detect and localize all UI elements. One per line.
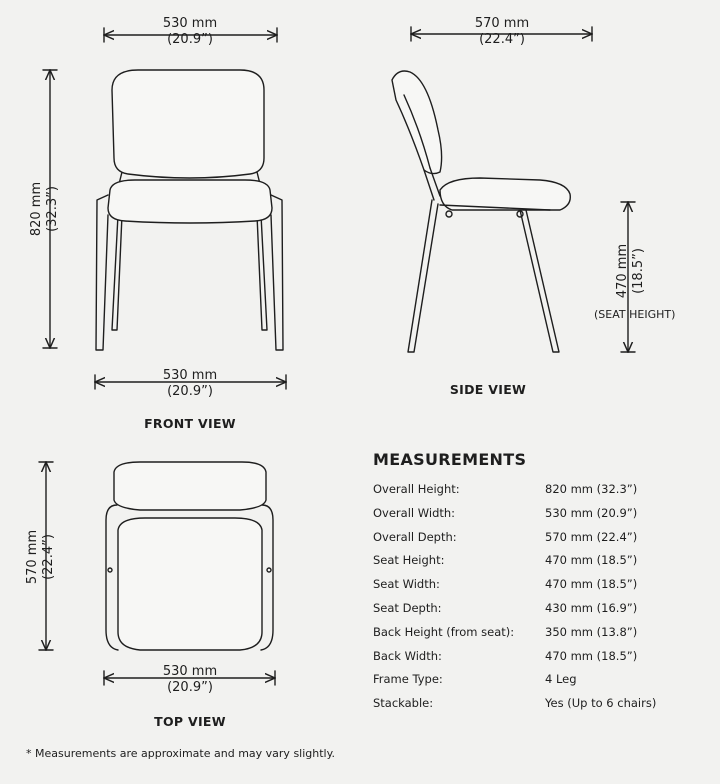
top-width-mm: 530 mm <box>162 664 218 679</box>
front-bottom-width-mm: 530 mm <box>162 368 218 383</box>
measurement-value: 470 mm (18.5”) <box>545 648 638 663</box>
measurement-label: Overall Depth: <box>373 529 457 544</box>
front-height-label <box>29 169 63 249</box>
front-seat <box>108 180 272 223</box>
front-view-chair <box>96 70 283 350</box>
footnote: * Measurements are approximate and may vary slightly. <box>26 747 336 760</box>
measurement-value: 470 mm (18.5”) <box>545 553 638 568</box>
measurement-value: 470 mm (18.5”) <box>545 577 638 592</box>
measurement-label: Overall Width: <box>373 505 456 520</box>
side-seat-height-label <box>615 231 649 311</box>
side-view-chair <box>392 71 570 352</box>
measurement-label: Seat Width: <box>373 577 440 592</box>
measurement-label: Frame Type: <box>373 672 443 687</box>
measurement-row <box>373 551 693 575</box>
side-depth-in: (22.4”) <box>479 32 525 47</box>
top-width-in: (20.9”) <box>167 680 213 695</box>
top-view-title: TOP VIEW <box>154 714 226 729</box>
front-backrest <box>112 70 264 178</box>
measurement-row <box>373 575 693 599</box>
side-depth-label <box>462 16 542 48</box>
front-top-width-label <box>150 16 230 48</box>
top-depth-label <box>25 517 59 597</box>
measurement-label: Stackable: <box>373 696 434 711</box>
top-depth-in: (22.4”) <box>41 534 56 580</box>
top-view-chair <box>106 462 273 650</box>
top-backrest <box>114 462 266 510</box>
front-top-width-in: (20.9”) <box>167 32 213 47</box>
top-seat <box>118 518 262 650</box>
measurement-value: 430 mm (16.9”) <box>545 600 638 615</box>
side-depth-mm: 570 mm <box>474 16 530 31</box>
side-backrest <box>392 71 442 174</box>
measurement-value: 4 Leg <box>545 672 577 687</box>
measurement-row <box>373 623 693 647</box>
front-left-leg <box>96 195 108 350</box>
front-bottom-width-in: (20.9”) <box>167 384 213 399</box>
top-width-label <box>150 664 230 696</box>
measurement-label: Seat Height: <box>373 553 445 568</box>
measurement-label: Overall Height: <box>373 482 460 496</box>
top-depth-mm: 570 mm <box>25 529 40 585</box>
front-view-title: FRONT VIEW <box>144 416 236 431</box>
measurements-title: MEASUREMENTS <box>373 450 527 469</box>
measurements-table <box>373 480 693 718</box>
measurement-label: Back Width: <box>373 648 442 663</box>
measurement-row <box>373 694 693 718</box>
front-height-in: (32.3”) <box>45 186 60 232</box>
measurement-value: 570 mm (22.4”) <box>545 529 638 544</box>
measurement-value: Yes (Up to 6 chairs) <box>545 696 657 711</box>
measurement-row <box>373 647 693 671</box>
measurement-row <box>373 599 693 623</box>
measurement-label: Seat Depth: <box>373 600 442 615</box>
measurement-value: 350 mm (13.8”) <box>545 624 638 639</box>
measurement-value: 530 mm (20.9”) <box>545 505 638 520</box>
seat-height-note: (SEAT HEIGHT) <box>594 308 676 321</box>
front-bottom-width-label <box>150 368 230 400</box>
measurement-label: Back Height (from seat): <box>373 624 515 639</box>
measurement-value: 820 mm (32.3”) <box>545 482 638 496</box>
measurement-row <box>373 528 693 552</box>
side-view-title: SIDE VIEW <box>449 382 527 397</box>
measurement-row <box>373 480 693 504</box>
measurement-row <box>373 670 693 694</box>
side-seat-height-in: (18.5”) <box>631 248 646 294</box>
measurement-row <box>373 504 693 528</box>
front-height-mm: 820 mm <box>29 181 44 237</box>
side-seat-height-mm: 470 mm <box>615 243 630 299</box>
front-right-leg <box>271 195 283 350</box>
front-top-width-mm: 530 mm <box>162 16 218 31</box>
